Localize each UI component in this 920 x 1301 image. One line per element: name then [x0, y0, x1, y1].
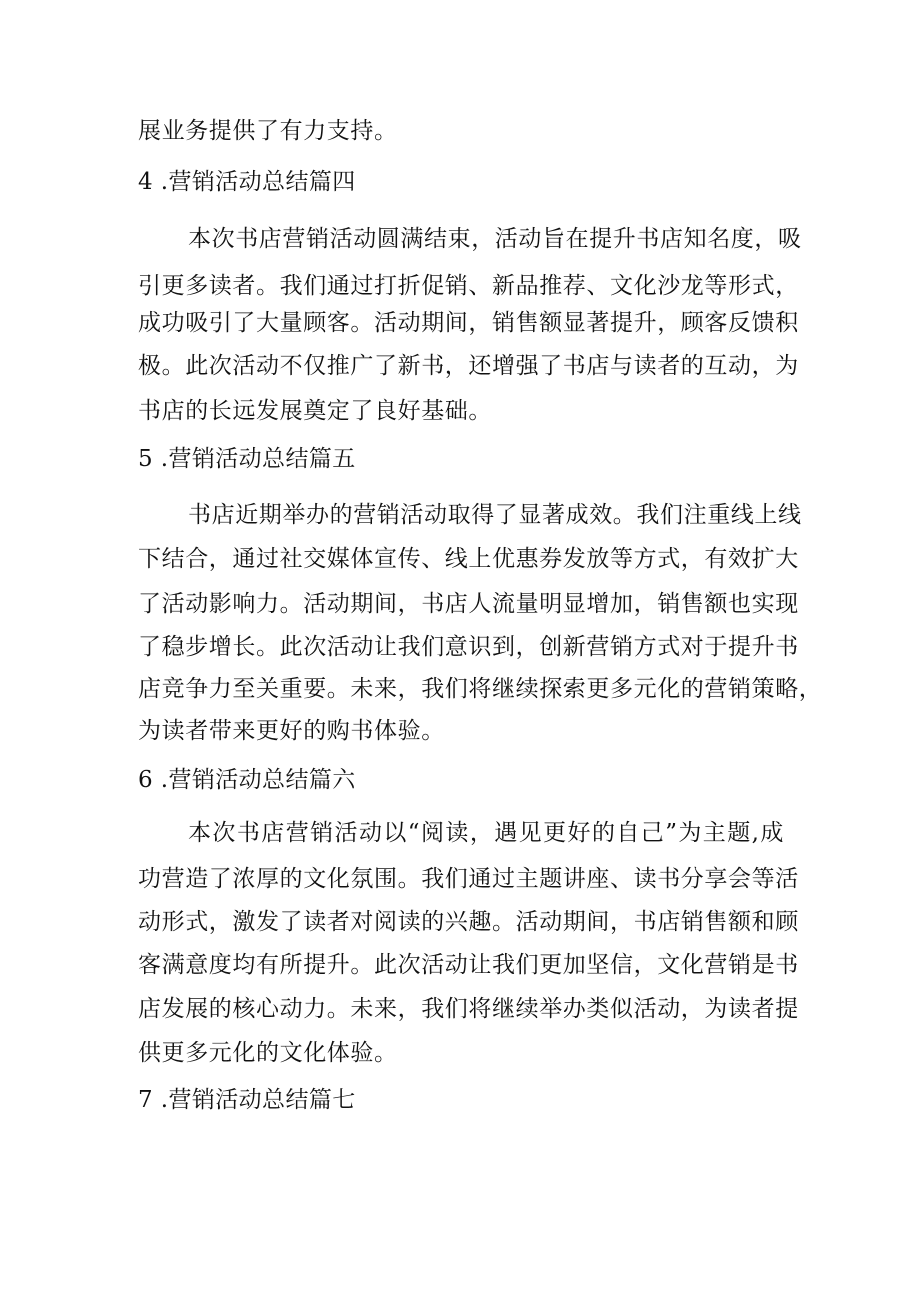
- section-heading-6: 6 .营销活动总结篇六: [138, 767, 356, 793]
- paragraph-line: 下结合，通过社交媒体宣传、线上优惠券发放等方式，有效扩大: [138, 546, 799, 572]
- paragraph-line: 为读者带来更好的购书体验。: [138, 718, 445, 744]
- paragraph-line: 功营造了浓厚的文化氛围。我们通过主题讲座、读书分享会等活: [138, 866, 799, 892]
- paragraph-line: 极。此次活动不仅推广了新书，还增强了书店与读者的互动，为: [138, 353, 799, 379]
- paragraph-line: 书店的长远发展奠定了良好基础。: [138, 398, 492, 424]
- paragraph-line: 店发展的核心动力。未来，我们将继续举办类似活动，为读者提: [138, 996, 799, 1022]
- section-heading-7: 7 .营销活动总结篇七: [138, 1087, 356, 1113]
- paragraph-line: 了稳步增长。此次活动让我们意识到，创新营销方式对于提升书: [138, 634, 799, 660]
- paragraph-line: 本次书店营销活动圆满结束，活动旨在提升书店知名度，吸: [188, 226, 802, 252]
- paragraph-line: 供更多元化的文化体验。: [138, 1040, 398, 1066]
- paragraph-line: 了活动影响力。活动期间，书店人流量明显增加，销售额也实现: [138, 591, 799, 617]
- paragraph-line: 店竞争力至关重要。未来，我们将继续探索更多元化的营销策略，: [138, 676, 823, 702]
- paragraph-line: 书店近期举办的营销活动取得了显著成效。我们注重线上线: [188, 502, 802, 528]
- section-heading-5: 5 .营销活动总结篇五: [138, 446, 356, 472]
- paragraph-line: 展业务提供了有力支持。: [138, 118, 398, 144]
- paragraph-line: 本次书店营销活动以“阅读，遇见更好的自己”为主题,成: [188, 820, 784, 846]
- paragraph-line: 成功吸引了大量顾客。活动期间，销售额显著提升，顾客反馈积: [138, 310, 799, 336]
- paragraph-line: 动形式，激发了读者对阅读的兴趣。活动期间，书店销售额和顾: [138, 909, 799, 935]
- paragraph-line: 引更多读者。我们通过打折促销、新品推荐、文化沙龙等形式，: [138, 273, 799, 299]
- paragraph-line: 客满意度均有所提升。此次活动让我们更加坚信，文化营销是书: [138, 952, 799, 978]
- section-heading-4: 4 .营销活动总结篇四: [138, 169, 356, 195]
